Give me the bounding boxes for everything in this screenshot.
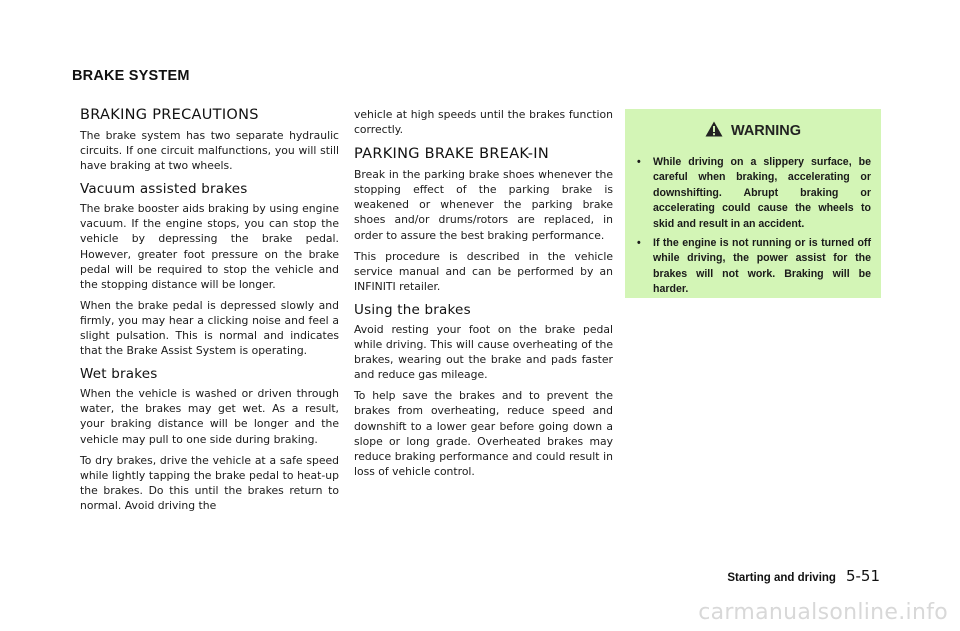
parking-break-in-heading: PARKING BRAKE BREAK-IN	[354, 146, 549, 163]
continued-text: vehicle at high speeds until the brakes function correctly.	[354, 108, 613, 137]
left-column	[80, 107, 339, 519]
braking-precautions-heading: BRAKING PRECAUTIONS	[80, 107, 259, 123]
vacuum-assisted-text-2: When the brake pedal is depressed slowly and firmly, you may hear a clicking noise and feel a slight pulsation. This is normal and indicates that the Brake Assist System is operating.	[80, 298, 339, 358]
parking-break-in-text-1: Break in the parking brake shoes whenever the stopping effect of the parking brake is weakened or whenever the parking brake shoes and/or drums/rotors are replaced, in order to assure the best braking performance.	[354, 168, 613, 242]
bullet: •	[637, 237, 641, 250]
bullet: •	[637, 156, 641, 168]
warning-title: WARNING	[730, 123, 802, 139]
using-brakes-heading: Using the brakes	[354, 301, 471, 318]
warning-item-text: If the engine is not running or is turned off while driving, the power assist for the brakes will not work. Braking will be harder.	[653, 237, 871, 296]
vacuum-assisted-heading: Vacuum assisted brakes	[80, 181, 248, 198]
wet-brakes-heading: Wet brakes	[80, 366, 158, 383]
footer-chapter-label: Starting and driving	[727, 572, 836, 584]
using-brakes-text-1: Avoid resting your foot on the brake pedal while driving. This will cause overheating of the brakes, wearing out the brake and pads faster and reduce gas mileage.	[354, 322, 613, 382]
warning-header	[635, 121, 871, 141]
braking-precautions-text: The brake system has two separate hydraulic circuits. If one circuit malfunctions, you will still have braking at two wheels.	[80, 129, 339, 173]
wet-brakes-text-2: To dry brakes, drive the vehicle at a safe speed while lightly tapping the brake pedal to heat-up the brakes. Do this until the brakes return to normal. Avoid driving the	[80, 453, 339, 512]
page-footer	[727, 567, 880, 585]
middle-column	[354, 107, 613, 485]
wet-brakes-text-1: When the vehicle is washed or driven through water, the brakes may get wet. As a result, your braking distance will be longer and the vehicle may pull to one side during braking.	[80, 387, 339, 446]
using-brakes-text-2: To help save the brakes and to prevent the brakes from overheating, reduce speed and downshift to a lower gear before going down a slope or long grade. Overheated brakes may reduce braking performance and could result in loss of vehicle control.	[354, 389, 613, 478]
warning-item	[635, 155, 871, 232]
warning-item	[635, 236, 871, 298]
vacuum-assisted-text-1: The brake booster aids braking by using engine vacuum. If the engine stops, you can stop the vehicle by depressing the brake pedal. However, greater foot pressure on the brake pedal will be required to stop the vehicle and the stopping distance will be longer.	[80, 202, 339, 291]
watermark: carmanualsonline.info	[698, 600, 948, 625]
section-title: BRAKE SYSTEM	[72, 68, 190, 84]
warning-list	[635, 155, 871, 298]
parking-break-in-text-2: This procedure is described in the vehicle service manual and can be performed by an INFINITI retailer.	[354, 249, 613, 293]
warning-box	[625, 109, 881, 298]
warning-item-text: While driving on a slippery surface, be careful when braking, accelerating or downshifting. Abrupt braking or accelerating could cause the wheels to skid and result in an accident.	[653, 156, 871, 230]
warning-triangle-icon	[705, 121, 723, 141]
page-number: 5-51	[845, 567, 880, 585]
